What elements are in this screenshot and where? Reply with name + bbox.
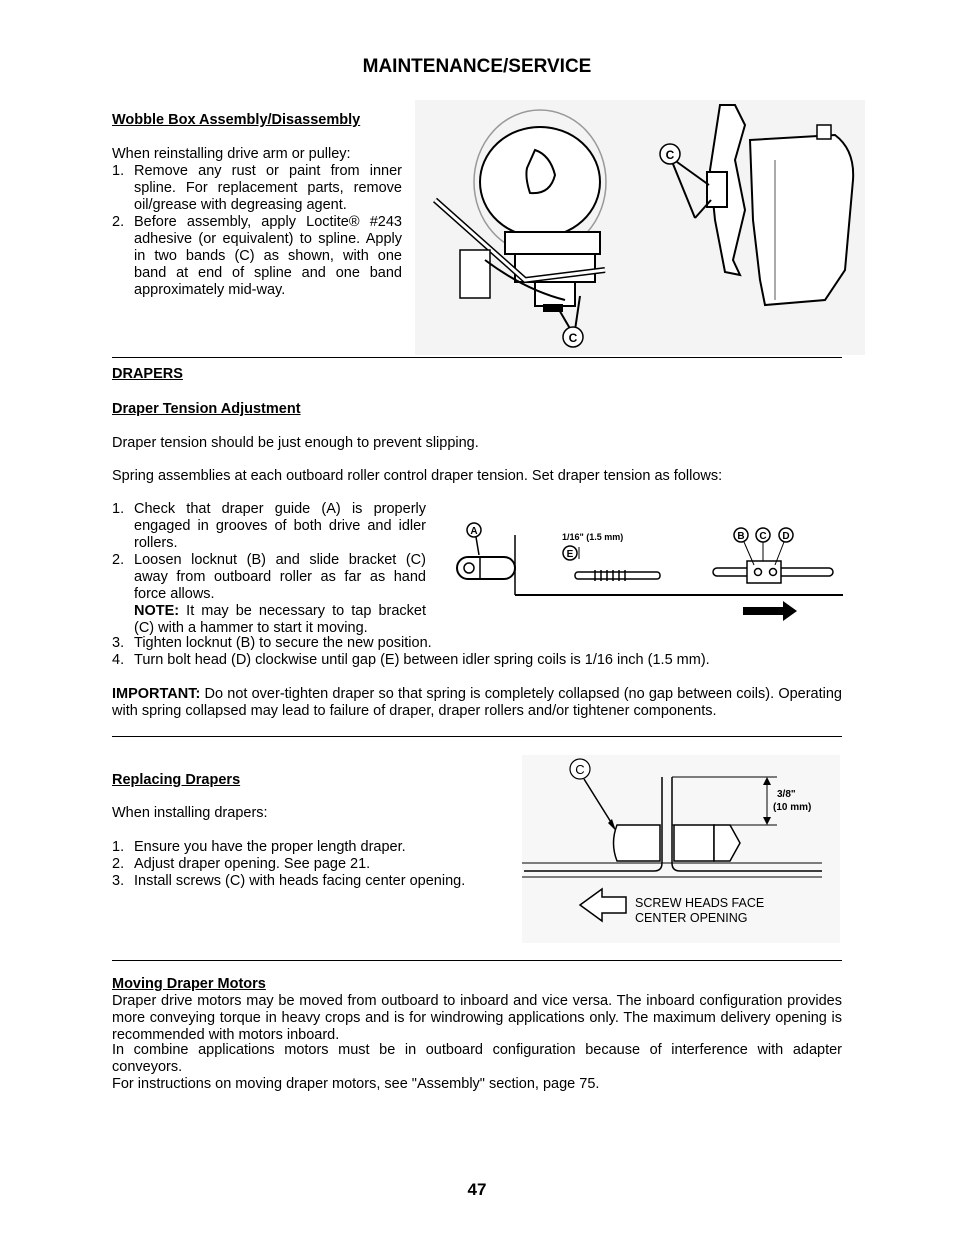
label-c: C	[575, 762, 585, 777]
tension-para2: Spring assemblies at each outboard roller control draper tension. Set draper tension as follows:	[112, 468, 723, 484]
replacing-heading: Replacing Drapers	[112, 772, 241, 788]
label-e: E	[566, 549, 574, 560]
section-divider	[112, 357, 842, 358]
moving-heading: Moving Draper Motors	[112, 976, 266, 992]
wobble-box-figure	[415, 100, 865, 355]
tension-steps-a	[112, 501, 426, 637]
gap-label: 1/16" (1.5 mm)	[562, 532, 624, 542]
wobble-heading: Wobble Box Assembly/Disassembly	[112, 112, 361, 128]
moving-para3: For instructions on moving draper motors, see "Assembly" section, page 75.	[112, 1076, 600, 1092]
list-item: 4. Turn bolt head (D) clockwise until gap (E) between idler spring coils is 1/16 inch (1.5 mm).	[112, 652, 710, 668]
important-note: IMPORTANT: Do not over-tighten draper so that spring is completely collapsed (no gap between coils). Operating with spring collapsed may lead to failure of draper, draper rollers and/or tightener components.	[112, 686, 842, 719]
section-divider	[112, 736, 842, 737]
list-item: 3. Tighten locknut (B) to secure the new position.	[112, 635, 432, 651]
page-number: 47	[467, 1180, 487, 1199]
list-item: 1. Check that draper guide (A) is properly engaged in grooves of both drive and idler rollers.	[112, 501, 426, 551]
tension-para1: Draper tension should be just enough to prevent slipping.	[112, 435, 479, 451]
list-item: 2. Loosen locknut (B) and slide bracket (C) away from outboard roller as far as hand force allows. NOTE: It may be necessary to tap bracket (C) with a hammer to start it moving.	[112, 552, 426, 636]
label-c: C	[759, 531, 767, 542]
direction-arrow-icon	[743, 601, 797, 621]
arrow-text-1: SCREW HEADS FACE	[635, 896, 765, 910]
page-title: MAINTENANCE/SERVICE	[362, 56, 592, 77]
note-text: It may be necessary to tap bracket (C) with a hammer to start it moving.	[134, 603, 426, 636]
replacing-intro: When installing drapers:	[112, 805, 268, 821]
moving-para2: In combine applications motors must be in outboard configuration because of interference with adapter conveyors.	[112, 1042, 842, 1075]
tension-steps-b	[112, 635, 842, 669]
replacing-draper-figure	[522, 755, 840, 943]
label-a: A	[470, 526, 478, 537]
dim-mm: (10 mm)	[773, 802, 812, 813]
wobble-intro: When reinstalling drive arm or pulley:	[112, 146, 351, 162]
label-d: D	[782, 531, 790, 542]
drapers-heading: DRAPERS	[112, 366, 183, 382]
list-item: 1. Ensure you have the proper length draper.	[112, 839, 406, 855]
list-item: 1. Remove any rust or paint from inner spline. For replacement parts, remove oil/grease with degreasing agent.	[112, 163, 402, 213]
label-b: B	[737, 531, 745, 542]
tension-heading: Draper Tension Adjustment	[112, 401, 301, 417]
list-item: 2. Before assembly, apply Loctite® #243 adhesive (or equivalent) to spline. Apply in two bands (C) as shown, with one band at end of spline and one band approximately mid-way.	[112, 214, 402, 298]
replacing-steps	[112, 839, 512, 890]
moving-para1: Draper drive motors may be moved from outboard to inboard and vice versa. The inboard configuration provides more conveying torque in heavy crops and is for windrowing applications only. The maximum delivery opening is recommended with motors inboard.	[112, 993, 842, 1043]
list-item: 2. Adjust draper opening. See page 21.	[112, 856, 371, 872]
list-item: 3. Install screws (C) with heads facing center opening.	[112, 873, 466, 889]
draper-tension-figure	[455, 515, 845, 625]
callout-c-top: C	[665, 148, 675, 162]
dim-inches: 3/8"	[777, 789, 796, 800]
arrow-text-2: CENTER OPENING	[635, 911, 748, 925]
note-label: NOTE:	[134, 603, 180, 619]
section-divider	[112, 960, 842, 961]
callout-c-bottom: C	[568, 331, 578, 345]
wobble-steps	[112, 163, 402, 299]
